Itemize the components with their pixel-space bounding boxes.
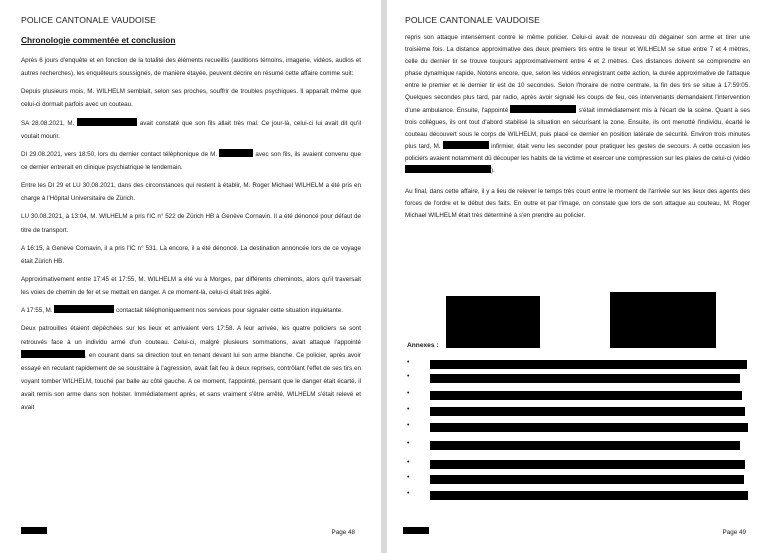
section-title: Chronologie commentée et conclusion xyxy=(21,35,176,45)
page-number: Page 49 xyxy=(722,529,746,536)
redaction-box xyxy=(219,149,253,157)
bullet-icon: • xyxy=(407,474,410,481)
bullet-icon: • xyxy=(407,459,410,466)
paragraph-hospital: Entre les DI 29 et LU 30.08.2021, dans des circonstances qui restent à établir, M. Roger Michael WILHELM a été pris en charge à l'Hôpital Universitaire de Zürich. xyxy=(21,182,361,203)
paragraph-1755: A 17:55, M. contactait téléphoniquement nos services pour signaler cette situation inquiétante. xyxy=(21,307,344,315)
redacted-annex-item xyxy=(430,374,740,383)
bullet-icon: • xyxy=(407,373,410,380)
document-page-48 xyxy=(0,0,381,553)
redaction-box xyxy=(54,305,114,313)
page-number: Page 48 xyxy=(331,529,355,536)
redacted-annex-item xyxy=(430,360,747,369)
bullet-icon: • xyxy=(407,490,410,497)
redacted-image xyxy=(446,296,540,348)
document-page-49 xyxy=(387,0,768,553)
footer-redaction xyxy=(21,527,47,534)
paragraph-background: Depuis plusieurs mois, M. WILHELM semblait, selon ses proches, souffrir de troubles psychiques. Il apparaît même que celui-ci dormait parfois avec un couteau. xyxy=(21,88,361,109)
paragraph-patrols: Deux patrouilles étaient dépêchées sur les lieux et arrivaient vers 17:58. A leur arrivée, les quatre policiers se sont retrouvés face à un individu armé d'un couteau. Celui-ci, malgré plusieurs sommations, avait attaqué l'appointé , en courant dans sa direction tout en tenant devant lui son arme blanche. Ce policier, après avoir essayé en reculant rapidement de se soustraire à l'agression, avait fait feu à deux reprises, contrôlant l'effet de ses tirs en voyant tomber WILHELM, touché par balle au côté gauche. A ce moment, l'appointé, pensant que le danger était écarté, il avait remis son arme dans son holster. Immédiatement après, et sans vraiment s'être arrêté, WILHELM s'était relevé et avait xyxy=(21,325,361,411)
paragraph-lu-30: LU 30.08.2021, à 13:04, M. WILHELM a pris l'IC n° 522 de Zürich HB à Genève Cornavin. Il a été dénoncé pour défaut de titre de transport. xyxy=(21,213,361,234)
page-header: POLICE CANTONALE VAUDOISE xyxy=(405,15,540,25)
footer-redaction xyxy=(403,527,429,534)
page-header: POLICE CANTONALE VAUDOISE xyxy=(21,15,156,25)
bullet-icon: • xyxy=(407,359,410,366)
bullet-icon: • xyxy=(407,422,410,429)
redacted-image xyxy=(610,292,716,348)
redaction-box xyxy=(77,118,137,126)
redaction-box xyxy=(21,350,85,358)
redacted-annex-item xyxy=(430,423,748,432)
annexes-label: Annexes : xyxy=(407,342,439,349)
paragraph-geneve: A 16:15, à Genève Cornavin, il a pris l'IC n° 531. Là encore, il a été dénoncé. La destination annoncée lors de ce voyage était Zürich HB. xyxy=(21,244,361,265)
redacted-annex-item xyxy=(430,491,748,500)
bullet-icon: • xyxy=(407,390,410,397)
paragraph-conclusion: Au final, dans cette affaire, il y a lieu de relever le temps très court entre le moment de l'arrivée sur les lieux des agents des forces de l'ordre et le début des faits. En outre et par l'image, on constate que lors de son attaque au couteau, M. Roger Michael WILHELM était très déterminé à s'en prendre au policier. xyxy=(405,188,750,220)
paragraph-morges: Approximativement entre 17:45 et 17:55, M. WILHELM a été vu à Morges, par différents cheminots, alors qu'il traversait les voies de chemin de fer et se mettait en danger. A ce moment-là, celui-ci était très agité. xyxy=(21,275,361,297)
bullet-icon: • xyxy=(407,406,410,413)
paragraph-sa-28: SA 28.08.2021, M. avait constaté que son fils allait très mal. Ce jour-là, celui-ci lui avait dit qu'il voulait mourir. xyxy=(21,119,361,140)
redacted-annex-item xyxy=(430,460,745,469)
paragraph-intro: Après 6 jours d'enquête et en fonction de la totalité des éléments recueillis (auditions témoins, imagerie, vidéos, audios et autres recherches), les enquêteurs soussignés, de manière étayée, peuvent décrire en résumé cette affaire comme suit: xyxy=(21,57,361,78)
redaction-box xyxy=(443,141,489,149)
redaction-box xyxy=(405,165,491,173)
paragraph-continuation: repris son attaque intensément contre le même policier. Celui-ci avait de nouveau dû dégainer son arme et tirer une troisième fois. La distance approximative des deux premiers tirs entre le tireur et WILHELM se situe entre 7 et 4 mètres, celle du dernier tir se trouve toujours approximativement entre 4 et 2 mètres. Ces distances doivent se comprendre en phase dynamique rapide. Notons encore, que, selon les vidéos enregistrant cette action, la durée approximative de l'attaque entre le premier et le dernier tir est de 10 secondes. Selon l'horaire de notre centrale, la fin des tirs se situe à 17:59:05. Quelques secondes plus tard, par radio, après avoir signalé les coups de feu, ces intervenants demandaient l'intervention d'une ambulance. Ensuite, l'appointé s'était immédiatement mis à l'écart de la scène. Quant à ses trois collègues, ils ont tout d'abord stabilisé la situation en sécurisant la zone. Ensuite, ils ont menotté l'individu, écarté le couteau découvert sous le corps de WILHELM, puis placé ce dernier en position latérale de sécurité. Environ trois minutes plus tard, M. infirmier, était venu les seconder pour pratiquer les gestes de secours. A cette occasion les policiers avaient notamment dû découper les habits de la victime et exercer une compression sur les plaies de celui-ci (vidéo ). xyxy=(405,34,750,175)
redaction-box xyxy=(510,105,576,113)
redacted-annex-item xyxy=(430,441,740,450)
paragraph-di-29: DI 29.08.2021, vers 18:50, lors du dernier contact téléphonique de M. avec son fils, ils avaient convenu que ce dernier entrerait en clinique psychiatrique le lendemain. xyxy=(21,150,361,171)
redacted-annex-item xyxy=(430,407,745,416)
redacted-annex-item xyxy=(430,475,744,484)
bullet-icon: • xyxy=(407,440,410,447)
redacted-annex-item xyxy=(430,391,742,400)
